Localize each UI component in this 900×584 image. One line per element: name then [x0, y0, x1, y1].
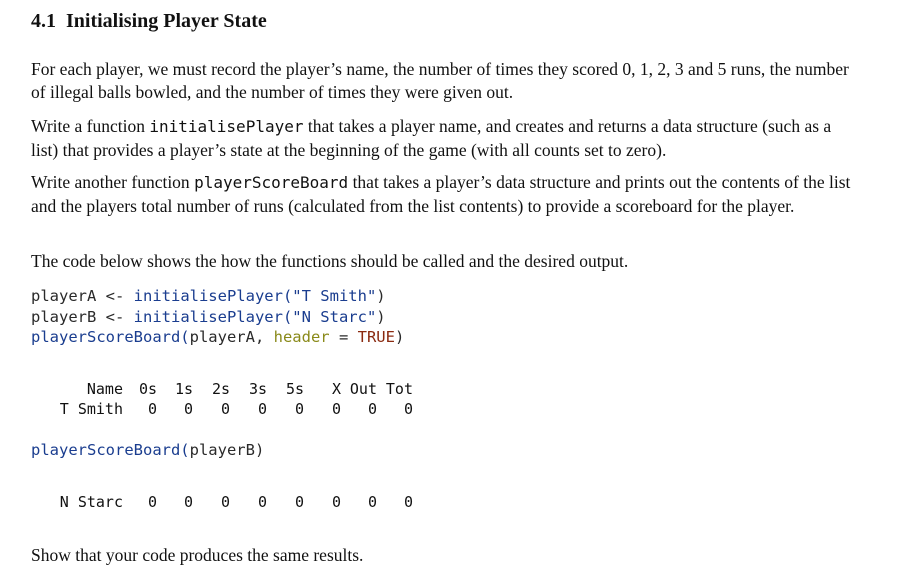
- paragraph-scoreboard-text-end: that takes a player’s data structure and prints out the contents of the list and the players total number of runs (calculated from the list contents) to provide a scoreboard for the player.: [31, 172, 851, 216]
- code-fn-call: initialisePlayer(: [133, 287, 293, 305]
- paragraph-scoreboard: [31, 171, 851, 217]
- code-line-2: [31, 308, 386, 326]
- code-line-3: [31, 328, 404, 346]
- paragraph-closing: [31, 544, 851, 567]
- paragraph-code-intro-text: The code below shows the how the functions should be called and the desired output.: [31, 251, 629, 271]
- row-tot: 0: [403, 400, 413, 418]
- section-number: 4.1: [31, 10, 56, 32]
- row-x: 0: [331, 493, 341, 511]
- code-string: "N Starc": [292, 307, 377, 326]
- paragraph-initialise-text-end: that takes a player name, and creates and returns a data structure (such as a list) that provides a player’s state at the beginning of the game (with all counts set to zero).: [31, 116, 832, 160]
- code-var-playerb: playerB: [31, 307, 97, 326]
- code-paren: ): [376, 307, 386, 326]
- row-out: 0: [367, 493, 377, 511]
- section-heading: [31, 10, 267, 33]
- code-assign-op: <-: [96, 307, 134, 326]
- scoreboard-output-a: [0, 379, 900, 423]
- row-name: N Starc: [59, 493, 123, 511]
- row-1s: 0: [183, 493, 193, 511]
- header-5s: 5s: [285, 380, 304, 398]
- row-x: 0: [331, 400, 341, 418]
- row-3s: 0: [257, 400, 267, 418]
- header-tot: Tot: [385, 380, 413, 398]
- header-3s: 3s: [248, 380, 267, 398]
- code-fn-call: playerScoreBoard(: [31, 328, 190, 346]
- code-fn-call: initialisePlayer(: [133, 307, 293, 326]
- code-block-scoreboard-b: [31, 440, 264, 461]
- code-arg: playerB: [189, 441, 255, 459]
- paragraph-initialise: [31, 115, 851, 161]
- row-0s: 0: [147, 493, 157, 511]
- code-assign-op: <-: [96, 287, 134, 305]
- code-true-literal: TRUE: [357, 328, 395, 346]
- row-5s: 0: [294, 400, 304, 418]
- inline-code-playerscoreboard: playerScoreBoard: [194, 173, 349, 192]
- row-2s: 0: [220, 493, 230, 511]
- code-paren: ): [254, 441, 265, 459]
- header-2s: 2s: [211, 380, 230, 398]
- row-out: 0: [367, 400, 377, 418]
- paragraph-scoreboard-text-start: Write another function: [31, 172, 195, 192]
- code-paren: ): [394, 328, 405, 346]
- scoreboard-output-b: [0, 492, 900, 514]
- inline-code-initialiseplayer: initialisePlayer: [149, 117, 304, 136]
- row-5s: 0: [294, 493, 304, 511]
- paragraph-closing-text: Show that your code produces the same results.: [31, 545, 364, 565]
- code-line-1: [31, 287, 386, 305]
- code-string: "T Smith": [292, 287, 377, 305]
- paragraph-initialise-text-start: Write a function: [31, 116, 150, 136]
- code-fn-call: playerScoreBoard(: [31, 441, 190, 459]
- code-equals: =: [329, 328, 358, 346]
- row-tot: 0: [403, 493, 413, 511]
- header-name: Name: [86, 380, 123, 398]
- row-2s: 0: [220, 400, 230, 418]
- code-var-playera: playerA: [31, 287, 97, 305]
- header-x: X: [331, 380, 341, 398]
- code-param-name: header: [273, 328, 330, 346]
- section-title: Initialising Player State: [66, 10, 267, 32]
- row-name: T Smith: [59, 400, 123, 418]
- code-paren: ): [376, 287, 386, 305]
- row-3s: 0: [257, 493, 267, 511]
- header-0s: 0s: [138, 380, 157, 398]
- paragraph-intro-text: For each player, we must record the player’s name, the number of times they scored 0, 1, 2, 3 and 5 runs, the number of illegal balls bowled, and the number of times they were given out.: [31, 59, 849, 102]
- paragraph-intro: [31, 58, 851, 103]
- code-arg: playerA,: [189, 328, 274, 346]
- header-out: Out: [349, 380, 377, 398]
- code-block-setup: [31, 286, 404, 348]
- row-0s: 0: [147, 400, 157, 418]
- header-1s: 1s: [174, 380, 193, 398]
- row-1s: 0: [183, 400, 193, 418]
- paragraph-code-intro: [31, 250, 851, 273]
